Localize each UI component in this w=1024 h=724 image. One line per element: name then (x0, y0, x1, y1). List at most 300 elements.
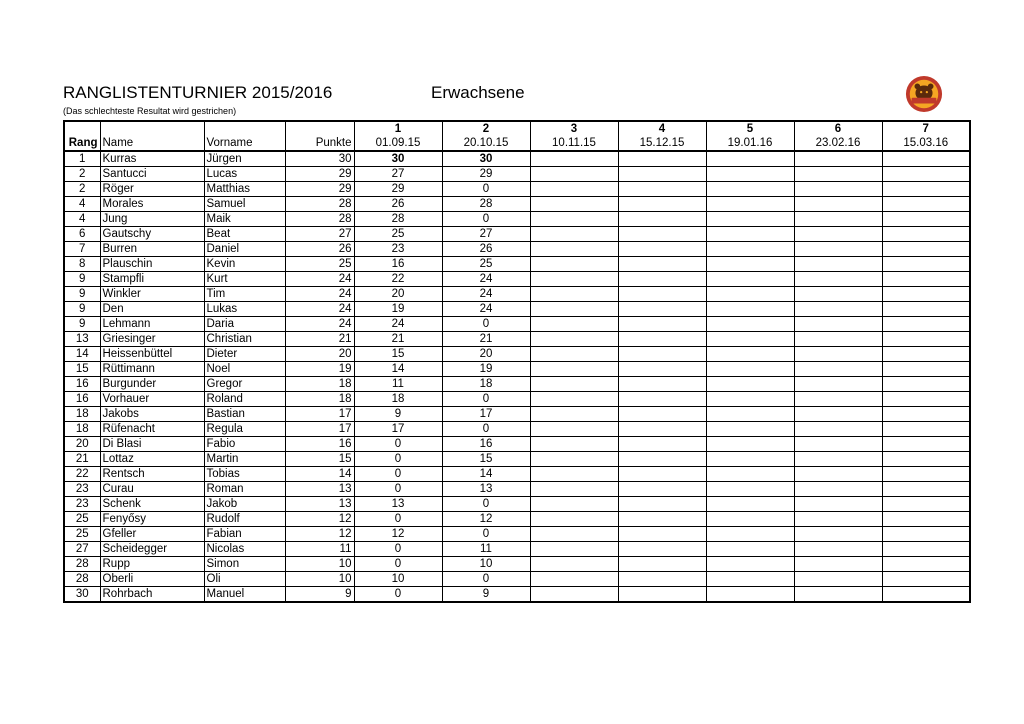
cell-tournament-2: 0 (442, 572, 530, 587)
cell-tournament-5 (706, 151, 794, 167)
cell-tournament-6 (794, 347, 882, 362)
tournament-number: 7 (882, 121, 970, 136)
cell-tournament-3 (530, 151, 618, 167)
cell-tournament-7 (882, 242, 970, 257)
cell-tournament-7 (882, 587, 970, 603)
cell-tournament-7 (882, 257, 970, 272)
cell-tournament-4 (618, 347, 706, 362)
cell-tournament-1: 18 (354, 392, 442, 407)
table-row (64, 212, 970, 227)
table-row (64, 167, 970, 182)
table-row (64, 377, 970, 392)
cell-rang: 25 (64, 527, 100, 542)
cell-tournament-4 (618, 287, 706, 302)
cell-tournament-4 (618, 557, 706, 572)
cell-tournament-3 (530, 197, 618, 212)
cell-name: Curau (100, 482, 204, 497)
cell-name: Burgunder (100, 377, 204, 392)
cell-rang: 13 (64, 332, 100, 347)
cell-tournament-1: 0 (354, 587, 442, 603)
cell-tournament-5 (706, 452, 794, 467)
cell-tournament-1: 15 (354, 347, 442, 362)
cell-rang: 16 (64, 377, 100, 392)
cell-tournament-6 (794, 512, 882, 527)
table-row (64, 512, 970, 527)
header-blank (204, 121, 285, 136)
cell-tournament-4 (618, 512, 706, 527)
cell-tournament-5 (706, 557, 794, 572)
cell-vorname: Simon (204, 557, 285, 572)
cell-vorname: Fabian (204, 527, 285, 542)
cell-vorname: Tobias (204, 467, 285, 482)
cell-tournament-5 (706, 257, 794, 272)
cell-tournament-4 (618, 197, 706, 212)
club-logo-icon (905, 75, 943, 113)
cell-tournament-6 (794, 212, 882, 227)
cell-tournament-5 (706, 512, 794, 527)
header-row-labels (64, 136, 970, 151)
tournament-number: 1 (354, 121, 442, 136)
cell-tournament-7 (882, 212, 970, 227)
cell-vorname: Tim (204, 287, 285, 302)
cell-rang: 27 (64, 542, 100, 557)
cell-punkte: 13 (285, 482, 354, 497)
cell-tournament-7 (882, 197, 970, 212)
cell-name: Fenyősy (100, 512, 204, 527)
cell-punkte: 12 (285, 527, 354, 542)
cell-tournament-7 (882, 497, 970, 512)
cell-tournament-1: 26 (354, 197, 442, 212)
cell-tournament-6 (794, 557, 882, 572)
cell-vorname: Daria (204, 317, 285, 332)
cell-tournament-6 (794, 272, 882, 287)
cell-tournament-6 (794, 197, 882, 212)
table-row (64, 542, 970, 557)
cell-tournament-1: 30 (354, 151, 442, 167)
cell-rang: 4 (64, 212, 100, 227)
cell-tournament-7 (882, 227, 970, 242)
table-row (64, 467, 970, 482)
cell-vorname: Fabio (204, 437, 285, 452)
cell-tournament-3 (530, 407, 618, 422)
cell-tournament-1: 29 (354, 182, 442, 197)
cell-tournament-2: 24 (442, 272, 530, 287)
table-row (64, 182, 970, 197)
table-row (64, 587, 970, 603)
cell-punkte: 26 (285, 242, 354, 257)
cell-name: Oberli (100, 572, 204, 587)
cell-tournament-6 (794, 317, 882, 332)
cell-rang: 18 (64, 407, 100, 422)
cell-rang: 28 (64, 557, 100, 572)
page-title: RANGLISTENTURNIER 2015/2016 (63, 83, 333, 102)
cell-tournament-7 (882, 287, 970, 302)
cell-tournament-3 (530, 242, 618, 257)
column-header-name: Name (100, 136, 204, 151)
cell-tournament-1: 28 (354, 212, 442, 227)
cell-tournament-2: 17 (442, 407, 530, 422)
cell-tournament-2: 0 (442, 182, 530, 197)
cell-tournament-3 (530, 542, 618, 557)
cell-tournament-1: 25 (354, 227, 442, 242)
table-row (64, 362, 970, 377)
cell-tournament-2: 0 (442, 422, 530, 437)
cell-punkte: 28 (285, 212, 354, 227)
table-row (64, 302, 970, 317)
cell-tournament-7 (882, 182, 970, 197)
tournament-date: 20.10.15 (442, 136, 530, 151)
cell-tournament-3 (530, 287, 618, 302)
cell-tournament-1: 27 (354, 167, 442, 182)
cell-vorname: Dieter (204, 347, 285, 362)
cell-tournament-3 (530, 362, 618, 377)
cell-tournament-1: 0 (354, 437, 442, 452)
cell-vorname: Roman (204, 482, 285, 497)
cell-rang: 4 (64, 197, 100, 212)
cell-vorname: Kevin (204, 257, 285, 272)
cell-tournament-7 (882, 272, 970, 287)
cell-tournament-2: 11 (442, 542, 530, 557)
column-header-punkte: Punkte (285, 136, 354, 151)
cell-tournament-6 (794, 497, 882, 512)
cell-tournament-4 (618, 272, 706, 287)
cell-vorname: Manuel (204, 587, 285, 603)
cell-tournament-5 (706, 212, 794, 227)
cell-punkte: 21 (285, 332, 354, 347)
cell-rang: 18 (64, 422, 100, 437)
cell-tournament-6 (794, 452, 882, 467)
table-row (64, 572, 970, 587)
cell-name: Lehmann (100, 317, 204, 332)
cell-tournament-5 (706, 167, 794, 182)
cell-punkte: 24 (285, 272, 354, 287)
cell-tournament-7 (882, 572, 970, 587)
cell-tournament-1: 0 (354, 482, 442, 497)
cell-tournament-3 (530, 227, 618, 242)
cell-tournament-4 (618, 257, 706, 272)
tournament-number: 3 (530, 121, 618, 136)
cell-vorname: Maik (204, 212, 285, 227)
cell-tournament-1: 24 (354, 317, 442, 332)
cell-tournament-6 (794, 332, 882, 347)
cell-tournament-5 (706, 422, 794, 437)
category-label: Erwachsene (431, 83, 525, 102)
cell-tournament-7 (882, 332, 970, 347)
cell-tournament-2: 12 (442, 512, 530, 527)
cell-punkte: 17 (285, 407, 354, 422)
cell-tournament-4 (618, 497, 706, 512)
cell-rang: 21 (64, 452, 100, 467)
table-row (64, 452, 970, 467)
cell-tournament-5 (706, 587, 794, 603)
table-row (64, 332, 970, 347)
cell-punkte: 19 (285, 362, 354, 377)
cell-punkte: 16 (285, 437, 354, 452)
cell-tournament-2: 19 (442, 362, 530, 377)
cell-tournament-5 (706, 182, 794, 197)
cell-tournament-4 (618, 467, 706, 482)
tournament-date: 19.01.16 (706, 136, 794, 151)
cell-punkte: 18 (285, 377, 354, 392)
cell-tournament-5 (706, 482, 794, 497)
cell-tournament-7 (882, 512, 970, 527)
cell-punkte: 28 (285, 197, 354, 212)
cell-tournament-5 (706, 272, 794, 287)
cell-tournament-3 (530, 512, 618, 527)
cell-tournament-2: 16 (442, 437, 530, 452)
cell-tournament-7 (882, 167, 970, 182)
cell-tournament-6 (794, 422, 882, 437)
cell-tournament-4 (618, 167, 706, 182)
cell-tournament-3 (530, 272, 618, 287)
cell-punkte: 24 (285, 302, 354, 317)
cell-tournament-3 (530, 347, 618, 362)
cell-punkte: 24 (285, 317, 354, 332)
cell-punkte: 29 (285, 182, 354, 197)
cell-rang: 9 (64, 302, 100, 317)
column-header-rang: Rang (64, 136, 100, 151)
cell-tournament-3 (530, 212, 618, 227)
cell-tournament-4 (618, 317, 706, 332)
cell-tournament-5 (706, 332, 794, 347)
table-row (64, 151, 970, 167)
cell-tournament-4 (618, 332, 706, 347)
cell-tournament-2: 18 (442, 377, 530, 392)
cell-tournament-1: 23 (354, 242, 442, 257)
cell-tournament-5 (706, 467, 794, 482)
cell-tournament-4 (618, 422, 706, 437)
cell-punkte: 10 (285, 557, 354, 572)
tournament-date: 23.02.16 (794, 136, 882, 151)
cell-tournament-2: 27 (442, 227, 530, 242)
table-row (64, 287, 970, 302)
cell-punkte: 12 (285, 512, 354, 527)
cell-tournament-5 (706, 197, 794, 212)
cell-punkte: 11 (285, 542, 354, 557)
cell-tournament-4 (618, 227, 706, 242)
cell-vorname: Samuel (204, 197, 285, 212)
cell-tournament-3 (530, 332, 618, 347)
cell-tournament-2: 21 (442, 332, 530, 347)
table-row (64, 347, 970, 362)
cell-tournament-3 (530, 182, 618, 197)
cell-tournament-3 (530, 557, 618, 572)
cell-tournament-5 (706, 362, 794, 377)
cell-rang: 9 (64, 287, 100, 302)
cell-tournament-3 (530, 302, 618, 317)
cell-vorname: Matthias (204, 182, 285, 197)
cell-tournament-7 (882, 467, 970, 482)
cell-name: Lottaz (100, 452, 204, 467)
cell-rang: 23 (64, 497, 100, 512)
cell-name: Schenk (100, 497, 204, 512)
cell-tournament-3 (530, 377, 618, 392)
cell-name: Santucci (100, 167, 204, 182)
cell-punkte: 13 (285, 497, 354, 512)
cell-tournament-2: 25 (442, 257, 530, 272)
cell-tournament-5 (706, 527, 794, 542)
table-row (64, 527, 970, 542)
cell-name: Di Blasi (100, 437, 204, 452)
cell-tournament-1: 12 (354, 527, 442, 542)
cell-tournament-3 (530, 497, 618, 512)
cell-tournament-5 (706, 437, 794, 452)
cell-rang: 15 (64, 362, 100, 377)
cell-tournament-1: 13 (354, 497, 442, 512)
cell-tournament-3 (530, 467, 618, 482)
cell-punkte: 25 (285, 257, 354, 272)
cell-punkte: 15 (285, 452, 354, 467)
rules-note: (Das schlechteste Resultat wird gestrichen) (63, 106, 237, 116)
cell-tournament-4 (618, 182, 706, 197)
cell-name: Plauschin (100, 257, 204, 272)
cell-tournament-4 (618, 437, 706, 452)
cell-tournament-2: 29 (442, 167, 530, 182)
cell-tournament-4 (618, 302, 706, 317)
cell-vorname: Lucas (204, 167, 285, 182)
cell-tournament-1: 0 (354, 512, 442, 527)
cell-tournament-6 (794, 587, 882, 603)
cell-vorname: Martin (204, 452, 285, 467)
cell-tournament-6 (794, 572, 882, 587)
cell-tournament-6 (794, 467, 882, 482)
cell-vorname: Jakob (204, 497, 285, 512)
cell-tournament-2: 20 (442, 347, 530, 362)
cell-name: Röger (100, 182, 204, 197)
cell-rang: 23 (64, 482, 100, 497)
header-blank (285, 121, 354, 136)
cell-vorname: Beat (204, 227, 285, 242)
cell-tournament-6 (794, 542, 882, 557)
cell-tournament-1: 9 (354, 407, 442, 422)
cell-rang: 20 (64, 437, 100, 452)
cell-name: Rentsch (100, 467, 204, 482)
cell-tournament-4 (618, 527, 706, 542)
cell-tournament-6 (794, 362, 882, 377)
cell-vorname: Jürgen (204, 151, 285, 167)
cell-tournament-1: 22 (354, 272, 442, 287)
cell-tournament-6 (794, 257, 882, 272)
cell-punkte: 30 (285, 151, 354, 167)
cell-tournament-4 (618, 242, 706, 257)
cell-tournament-6 (794, 287, 882, 302)
cell-tournament-7 (882, 557, 970, 572)
cell-tournament-7 (882, 362, 970, 377)
table-row (64, 557, 970, 572)
cell-vorname: Noel (204, 362, 285, 377)
table-row (64, 272, 970, 287)
cell-tournament-6 (794, 167, 882, 182)
cell-name: Scheidegger (100, 542, 204, 557)
cell-vorname: Nicolas (204, 542, 285, 557)
cell-tournament-4 (618, 587, 706, 603)
tournament-number: 5 (706, 121, 794, 136)
tournament-number: 2 (442, 121, 530, 136)
cell-tournament-6 (794, 302, 882, 317)
cell-vorname: Christian (204, 332, 285, 347)
cell-tournament-2: 0 (442, 212, 530, 227)
cell-tournament-6 (794, 377, 882, 392)
cell-name: Jakobs (100, 407, 204, 422)
tournament-date: 15.12.15 (618, 136, 706, 151)
table-row (64, 407, 970, 422)
ranking-rows (64, 151, 970, 602)
cell-tournament-4 (618, 482, 706, 497)
cell-tournament-6 (794, 527, 882, 542)
cell-tournament-2: 0 (442, 392, 530, 407)
tournament-date: 15.03.16 (882, 136, 970, 151)
cell-tournament-6 (794, 151, 882, 167)
cell-tournament-1: 0 (354, 557, 442, 572)
cell-name: Rupp (100, 557, 204, 572)
cell-tournament-1: 0 (354, 542, 442, 557)
cell-tournament-2: 0 (442, 317, 530, 332)
table-row (64, 242, 970, 257)
cell-rang: 9 (64, 317, 100, 332)
cell-name: Vorhauer (100, 392, 204, 407)
cell-punkte: 9 (285, 587, 354, 603)
cell-tournament-7 (882, 302, 970, 317)
cell-punkte: 14 (285, 467, 354, 482)
cell-tournament-2: 30 (442, 151, 530, 167)
cell-tournament-3 (530, 167, 618, 182)
cell-vorname: Kurt (204, 272, 285, 287)
cell-rang: 9 (64, 272, 100, 287)
cell-tournament-3 (530, 527, 618, 542)
cell-tournament-3 (530, 422, 618, 437)
cell-tournament-7 (882, 527, 970, 542)
cell-rang: 28 (64, 572, 100, 587)
cell-rang: 25 (64, 512, 100, 527)
cell-name: Winkler (100, 287, 204, 302)
cell-tournament-1: 0 (354, 452, 442, 467)
cell-tournament-6 (794, 392, 882, 407)
cell-tournament-4 (618, 362, 706, 377)
header-blank (64, 121, 100, 136)
cell-punkte: 29 (285, 167, 354, 182)
cell-punkte: 24 (285, 287, 354, 302)
cell-name: Rohrbach (100, 587, 204, 603)
cell-tournament-4 (618, 151, 706, 167)
cell-tournament-3 (530, 317, 618, 332)
cell-tournament-2: 26 (442, 242, 530, 257)
cell-tournament-5 (706, 347, 794, 362)
cell-tournament-6 (794, 227, 882, 242)
cell-tournament-2: 14 (442, 467, 530, 482)
cell-tournament-4 (618, 572, 706, 587)
cell-tournament-7 (882, 347, 970, 362)
table-row (64, 227, 970, 242)
cell-vorname: Roland (204, 392, 285, 407)
cell-tournament-1: 16 (354, 257, 442, 272)
table-row (64, 392, 970, 407)
cell-tournament-2: 0 (442, 527, 530, 542)
cell-tournament-6 (794, 407, 882, 422)
cell-tournament-4 (618, 452, 706, 467)
cell-tournament-4 (618, 212, 706, 227)
cell-name: Gfeller (100, 527, 204, 542)
cell-tournament-1: 17 (354, 422, 442, 437)
cell-rang: 30 (64, 587, 100, 603)
cell-rang: 14 (64, 347, 100, 362)
cell-tournament-2: 10 (442, 557, 530, 572)
cell-tournament-7 (882, 452, 970, 467)
header-blank (100, 121, 204, 136)
cell-tournament-7 (882, 317, 970, 332)
cell-tournament-1: 20 (354, 287, 442, 302)
cell-tournament-2: 28 (442, 197, 530, 212)
cell-punkte: 10 (285, 572, 354, 587)
